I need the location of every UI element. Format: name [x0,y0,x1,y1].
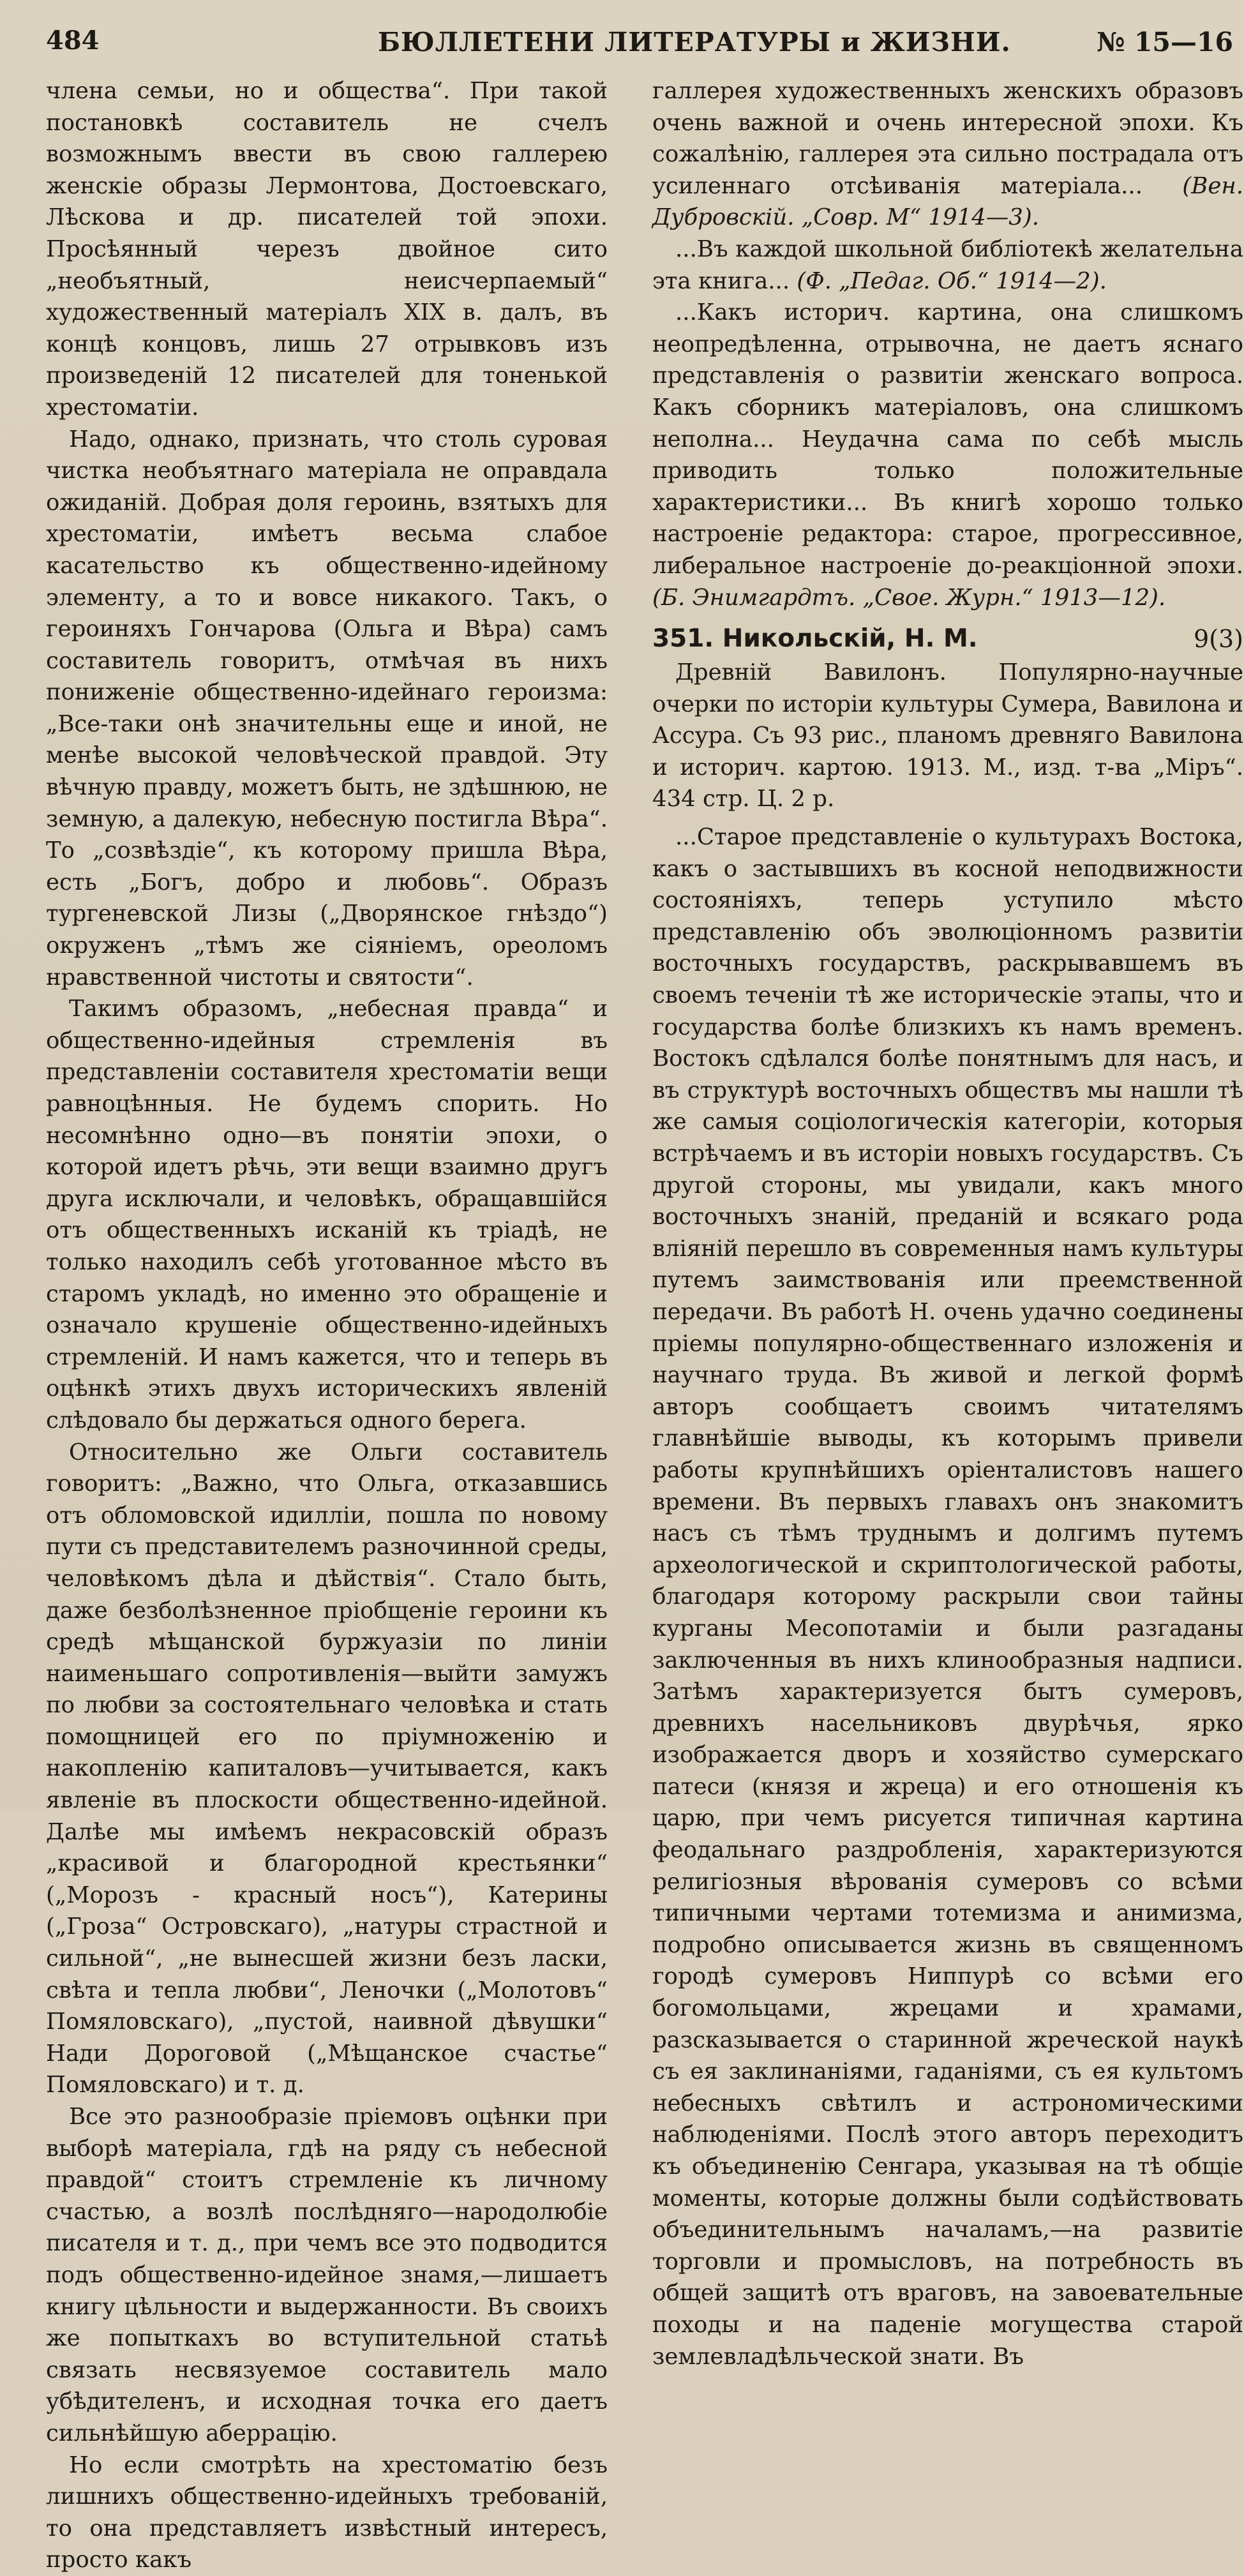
entry-bibliography: Древній Вавилонъ. Популярно-научные очерки по исторіи культуры Сумера, Вавилона и Ассура. Съ 93 рис., планомъ древняго Вавилона и историч. картою. 1913. М., изд. т-ва „Міръ“. 434 стр. Ц. 2 р. [652,659,1243,812]
entry-number-author: 351. Никольскій, Н. М. [652,624,978,654]
paragraph: Такимъ образомъ, „небесная правда“ и общественно-идейныя стремленія въ представленіи составителя хрестоматіи вещи равноцѣнныя. Не будемъ спорить. Но несомнѣнно одно—въ понятіи эпохи, о которой идетъ рѣчь, эти вещи взаимно другъ друга исключали, и человѣкъ, обращавшійся отъ общественныхъ исканій къ тріадѣ, не только находилъ себѣ уготованное мѣсто въ старомъ укладѣ, но именно это обращеніе и означало крушеніе общественно-идейныхъ стремленій. И намъ кажется, что и теперь въ оцѣнкѣ этихъ двухъ историческихъ явленій слѣдовало бы держаться одного берега. [46,996,608,1434]
review-quote [652,75,1243,234]
paragraph: Надо, однако, признать, что столь суровая чистка необъятнаго матеріала не оправдала ожиданій. Добрая доля героинь, взятыхъ для хрестоматіи, имѣетъ весьма слабое касательство къ общественно-идейному элементу, а то и вовсе никакого. Такъ, о героиняхъ Гончарова (Ольга и Вѣра) самъ составитель говоритъ, отмѣчая въ нихъ пониженіе общественно-идейнаго героизма: „Все-таки онѣ значительны еще и иной, не менѣе высокой человѣческой правдой. Эту вѣчную правду, можетъ быть, не здѣшнюю, не земную, а далекую, небесную постигла Вѣра“. То „созвѣздіе“, къ которому пришла Вѣра, есть „Богъ, добро и любовь“. Образъ тургеневской Лизы („Дворянское гнѣздо“) окруженъ „тѣмъ же сіяніемъ, ореоломъ нравственной чистоты и святости“. [46,426,608,991]
paragraph: Но если смотрѣть на хрестоматію безъ лишнихъ общественно-идейныхъ требованій, то она представляетъ извѣстный интересъ, просто какъ [46,2452,608,2573]
quote-text: галлерея художественныхъ женскихъ образовъ очень важной и очень интересной эпохи. Къ сожалѣнію, галлерея эта сильно пострадала отъ усиленнаго отсѣиванія матеріала... [652,78,1243,199]
left-column [46,75,608,2576]
entry-code: 9(3) [1193,625,1243,654]
entry-heading [652,622,1243,655]
quote-text: ...Въ каждой школьной библіотекѣ желательна эта книга... [652,236,1243,294]
entry-review: ...Старое представленіе о культурахъ Востока, какъ о застывшихъ въ косной неподвижности состояніяхъ, теперь уступило мѣсто представленію объ эволюціонномъ развитіи восточныхъ государствъ, раскрывавшемъ въ своемъ теченіи тѣ же историческіе этапы, что и государства болѣе близкихъ къ намъ временъ. Востокъ сдѣлался болѣе понятнымъ для насъ, и въ структурѣ восточныхъ обществъ мы нашли тѣ же самыя соціологическія категоріи, которыя встрѣчаемъ и въ исторіи новыхъ государствъ. Съ другой стороны, мы увидали, какъ много восточныхъ знаній, преданій и всякаго рода вліяній перешло въ современныя намъ культуры путемъ заимствованія или преемственной передачи. Въ работѣ Н. очень удачно соединены пріемы популярно-общественнаго изложенія и научнаго труда. Въ живой и легкой формѣ авторъ сообщаетъ своимъ читателямъ главнѣйшіе выводы, къ которымъ привели работы крупнѣйшихъ оріенталистовъ нашего времени. Въ первыхъ главахъ онъ знакомитъ насъ съ тѣмъ труднымъ и долгимъ путемъ археологической и скриптологической работы, благодаря которому раскрыли свои тайны курганы Месопотаміи и были разгаданы заключенныя въ нихъ клинообразныя надписи. Затѣмъ характеризуется бытъ сумеровъ, древнихъ насельниковъ двурѣчья, ярко изображается дворъ и хозяйство сумерскаго патеси (князя и жреца) и его отношенія къ царю, при чемъ рисуется типичная картина феодальнаго раздробленія, характеризуются религіозныя вѣрованія сумеровъ со всѣми типичными чертами тотемизма и анимизма, подробно описывается жизнь въ священномъ городѣ сумеровъ Ниппурѣ со всѣми его богомольцами, жрецами и храмами, разсказывается о старинной жреческой наукѣ съ ея заклинаніями, гаданіями, съ ея культомъ небесныхъ свѣтилъ и астрономическими наблюденіями. Послѣ этого авторъ переходитъ къ объединенію Сенгара, указывая на тѣ общіе моменты, которые должны были содѣйствовать объединительнымъ началамъ,—на развитіе торговли и промысловъ, на потребность въ общей защитѣ отъ враговъ, на завоевательные походы и на паденіе могущества старой землевладѣльческой знати. Въ [652,824,1243,2370]
review-quote [652,234,1243,297]
quote-source: (Б. Энимгардтъ. „Свое. Журн.“ 1913—12). [652,584,1166,611]
review-quote [652,297,1243,613]
page-number: 484 [46,26,100,56]
paragraph: Относительно же Ольги составитель говоритъ: „Важно, что Ольга, отказавшись отъ обломовской идилліи, пошла по новому пути съ представителемъ разночинной среды, человѣкомъ дѣла и дѣйствія“. Стало быть, даже безболѣзненное пріобщеніе героини къ средѣ мѣщанской буржуазіи по линіи наименьшаго сопротивленія—выйти замужъ по любви за состоятельнаго человѣка и стать помощницей его по пріумноженію и накопленію капиталовъ—учитывается, какъ явленіе въ плоскости общественно-идейной. Далѣе мы имѣемъ некрасовскій образъ „красивой и благородной крестьянки“ („Морозъ - красный носъ“), Катерины („Гроза“ Островскаго), „натуры страстной и сильной“, „не вынесшей жизни безъ ласки, свѣта и тепла любви“, Леночки („Молотовъ“ Помяловскаго), „пустой, наивной дѣвушки“ Нади Дороговой („Мѣщанское счастье“ Помяловскаго) и т. д. [46,1439,608,2099]
quote-text: ...Какъ историч. картина, она слишкомъ неопредѣленна, отрывочна, не даетъ яснаго представленія о развитіи женскаго вопроса. Какъ сборникъ матеріаловъ, она слишкомъ неполна... Неудачна сама по себѣ мысль приводить только положительные характеристики... Въ книгѣ хорошо только настроеніе редактора: старое, прогрессивное, либеральное настроеніе до-реакціонной эпохи. [652,299,1243,579]
quote-source: (Вен. Дубровскій. „Совр. М“ 1914—3). [652,172,1243,231]
issue-number: № 15—16 [1097,27,1233,57]
running-title: БЮЛЛЕТЕНИ ЛИТЕРАТУРЫ и ЖИЗНИ. [378,27,1011,57]
paragraph: Все это разнообразіе пріемовъ оцѣнки при выборѣ матеріала, гдѣ на ряду съ небесной правдой“ стоитъ стремленіе къ личному счастью, а возлѣ послѣдняго—народолюбіе писателя и т. д., при чемъ все это подводится подъ общественно-идейное знамя,—лишаетъ книгу цѣльности и выдержанности. Въ своихъ же попыткахъ во вступительной статьѣ связать несвязуемое составитель мало убѣдителенъ, и исходная точка его даетъ сильнѣйшую аберрацію. [46,2104,608,2446]
page-header [46,18,1233,63]
paragraph: члена семьи, но и общества“. При такой постановкѣ составитель не счелъ возможнымъ ввести въ свою галлерею женскіе образы Лермонтова, Достоевскаго, Лѣскова и др. писателей той эпохи. Просѣянный черезъ двойное сито „необъятный, неисчерпаемый“ художественный матеріалъ XIX в. далъ, въ концѣ концовъ, лишь 27 отрывковъ изъ произведеній 12 писателей для тоненькой хрестоматіи. [46,78,608,421]
right-column [652,75,1243,2372]
quote-source: (Ф. „Педаг. Об.“ 1914—2). [797,267,1107,294]
